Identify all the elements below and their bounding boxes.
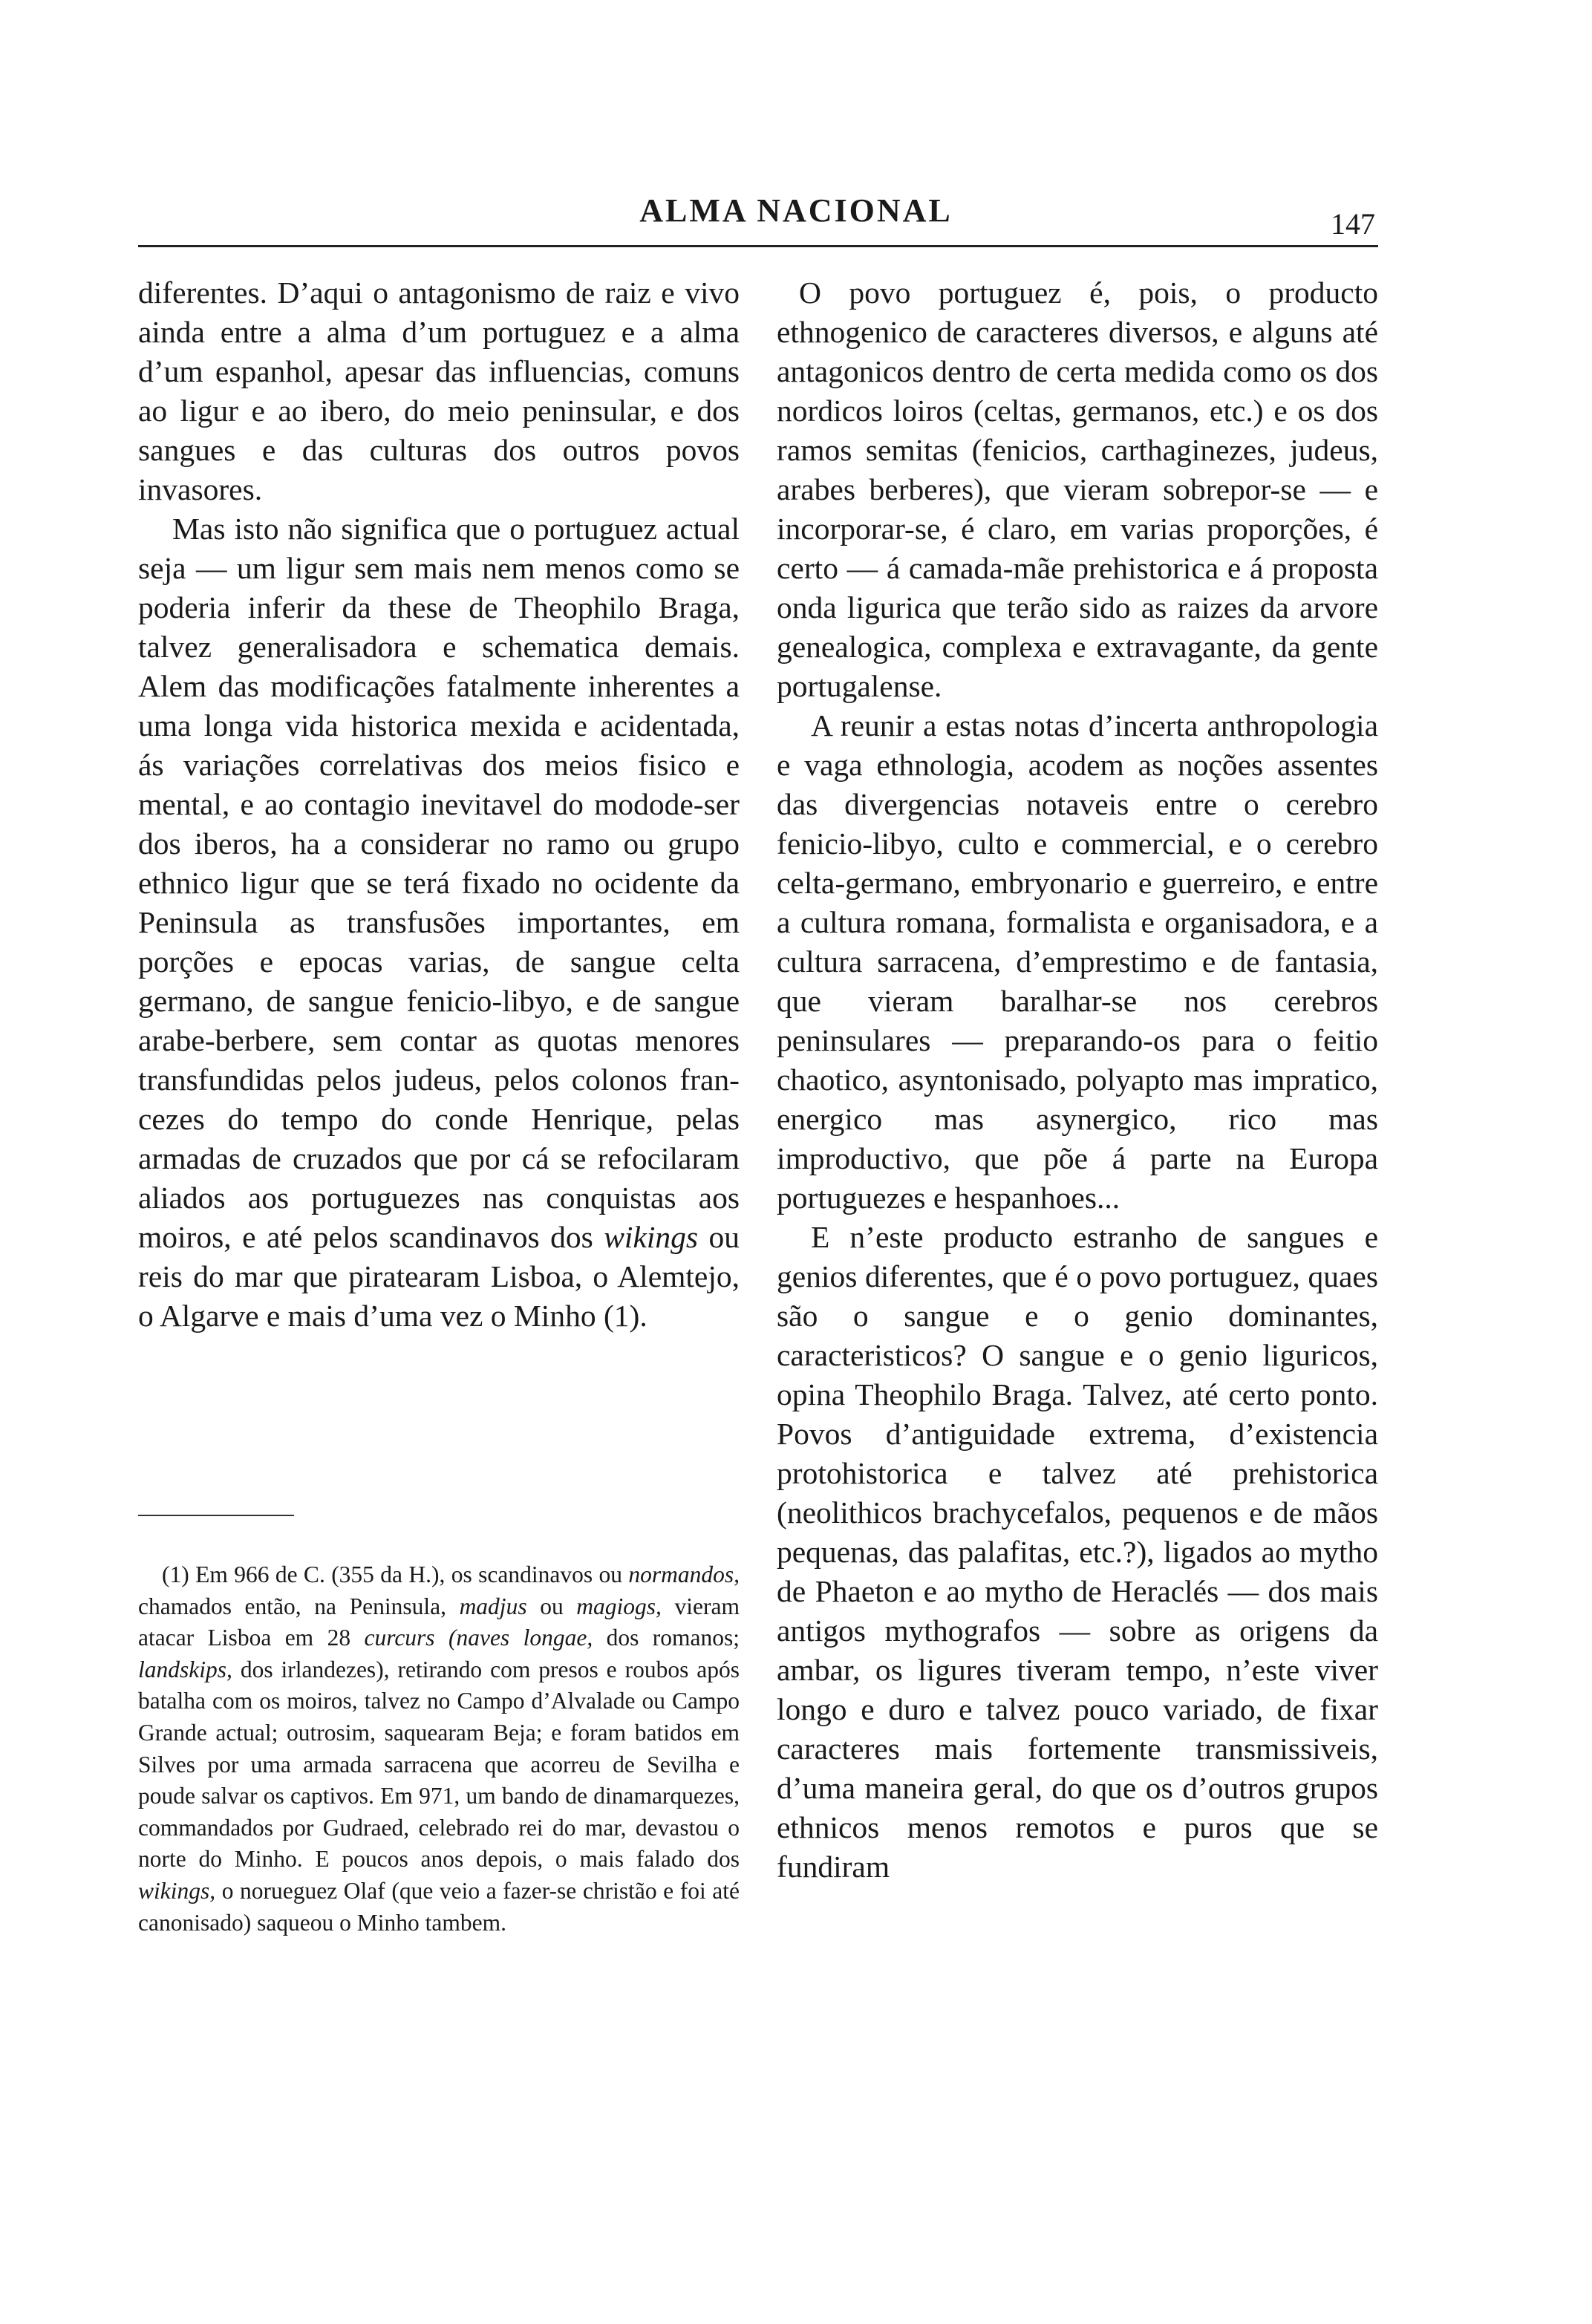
left-paragraph-1: diferentes. D’aqui o antagonismo de raiz e vivo ainda entre a alma d’um portuguez e a alma d’um espanhol, apesar das influencias, comuns ao ligur e ao ibero, do meio peninsular, e dos sangues e das culturas dos outros povos invasores. bbox=[138, 275, 740, 506]
footnote-italic: madjus bbox=[459, 1593, 527, 1619]
footnote-italic: landskips, bbox=[138, 1656, 232, 1682]
footnote-italic: curcurs (naves longae, bbox=[364, 1625, 593, 1651]
footnote-text: dos romanos; bbox=[606, 1625, 740, 1651]
footnote-text: vieram atacar Lisboa em 28 bbox=[138, 1593, 740, 1651]
left-column bbox=[138, 273, 740, 1336]
footnote-1 bbox=[138, 1559, 740, 1939]
footnote-text: o norueguez Olaf (que veio a fazer-se christão e foi até canonisado) saqueou o Minho tambem. bbox=[138, 1877, 740, 1936]
right-paragraph-2: A reunir a estas notas d’incerta anthropologia e vaga ethnologia, acodem as noções assentes das divergencias notaveis entre o cerebro fenicio-libyo, culto e commercial, e o cerebro celta-germano, embryonario e guerreiro, e entre a cultura romana, formalista e organisadora, e a cultura sarracena, d’emprestimo e de fantasia, que vieram baralhar-se nos cerebros peninsulares — preparando-os para o feitio chaotico, asyntonisado, polyapto mas impratico, energico mas asynergico, rico mas improductivo, que põe á parte na Europa portuguezes e hespanhoes... bbox=[777, 708, 1378, 1215]
right-paragraph-1: O povo portuguez é, pois, o producto ethnogenico de caracteres diversos, e alguns até antagonicos dentro de certa medida como os dos nordicos loiros (celtas, germanos, etc.) e os dos ramos semitas (fenicios, carthaginezes, judeus, arabes berberes), que vieram sobrepor-se — e incorporar-se, é claro, em varias proporções, é certo — á camada-mãe prehistorica e á proposta onda ligurica que terão sido as raizes da arvore genealogica, complexa e extravagante, da gente portugalense. bbox=[777, 275, 1378, 703]
footnote-italic: magiogs, bbox=[576, 1593, 662, 1619]
left-paragraph-2 bbox=[138, 509, 740, 1336]
running-title: ALMA NACIONAL bbox=[639, 192, 953, 229]
footnote-italic: normandos, bbox=[628, 1561, 740, 1587]
right-paragraph-3: E n’este producto estranho de sangues e genios diferentes, que é o povo portuguez, quaes são o sangue e o genio dominantes, caracteristicos? O sangue e o genio liguricos, opina Theophilo Braga. Talvez, até certo ponto. Povos d’antiguidade extrema, d’existencia protohistorica e talvez até prehistorica (neolithicos brachycefalos, pequenos e de mãos pequenas, das palafitas, etc.?), ligados ao mytho de Phaeton e ao mytho de Heraclés — dos mais antigos mythografos — sobre as origens da ambar, os ligures tiveram tempo, n’este viver longo e duro e talvez pouco variado, de fixar caracteres mais fortemente transmissiveis, d’uma maneira geral, do que os d’outros grupos ethnicos menos remotos e puros que se fundiram bbox=[777, 1220, 1378, 1884]
page-number: 147 bbox=[1331, 207, 1375, 241]
footnote-text: chamados então, na Peninsula, bbox=[138, 1593, 446, 1619]
header-rule bbox=[138, 245, 1378, 247]
right-column bbox=[777, 273, 1378, 1887]
footnote-text: (1) Em 966 de C. (355 da H.), os scandinavos ou bbox=[162, 1561, 622, 1587]
footnotes bbox=[138, 1559, 740, 1939]
footnote-rule bbox=[138, 1515, 294, 1516]
left-paragraph-2-text-a: Mas isto não significa que o portuguez actual seja — um ligur sem mais nem menos como se poderia inferir da these de Theophilo Braga, talvez generalisadora e schematica demais. Alem das modificações fatalmente inherentes a uma longa vida historica mexida e acidentada, ás variações correlativas dos meios fisico e mental, e ao contagio inevitavel do modode-ser dos iberos, ha a considerar no ramo ou grupo ethnico ligur que se terá fixado no ocidente da Peninsula as transfusões importantes, em porções e epocas varias, de sangue celta germano, de sangue fenicio-libyo, e de sangue arabe-berbere, sem contar as quotas menores transfundidas pelos judeus, pelos colonos francezes do tempo do conde Henrique, pelas armadas de cruzados que por cá se refocilaram aliados aos portuguezes nas conquistas aos moiros, e até pelos scandinavos dos bbox=[138, 512, 740, 1254]
footnote-text: ou bbox=[540, 1593, 564, 1619]
left-paragraph-2-italic: wikings bbox=[604, 1220, 699, 1254]
left-paragraph-2-text-b: ou reis do mar que piratearam Lisboa, o Alemtejo, o Algarve e mais d’uma vez o Minho (1). bbox=[138, 1220, 740, 1333]
footnote-italic: wikings, bbox=[138, 1877, 216, 1904]
footnote-text: dos irlandezes), retirando com presos e roubos após batalha com os moiros, talvez no Campo d’Alvalade ou Campo Grande actual; outrosim, saquearam Beja; e foram batidos em Silves por uma armada sarracena que acorreu de Sevilha e poude salvar os captivos. Em 971, um bando de dinamarquezes, commandados por Gudraed, celebrado rei do mar, devastou o norte do Minho. E poucos anos depois, o mais falado dos bbox=[138, 1656, 740, 1873]
